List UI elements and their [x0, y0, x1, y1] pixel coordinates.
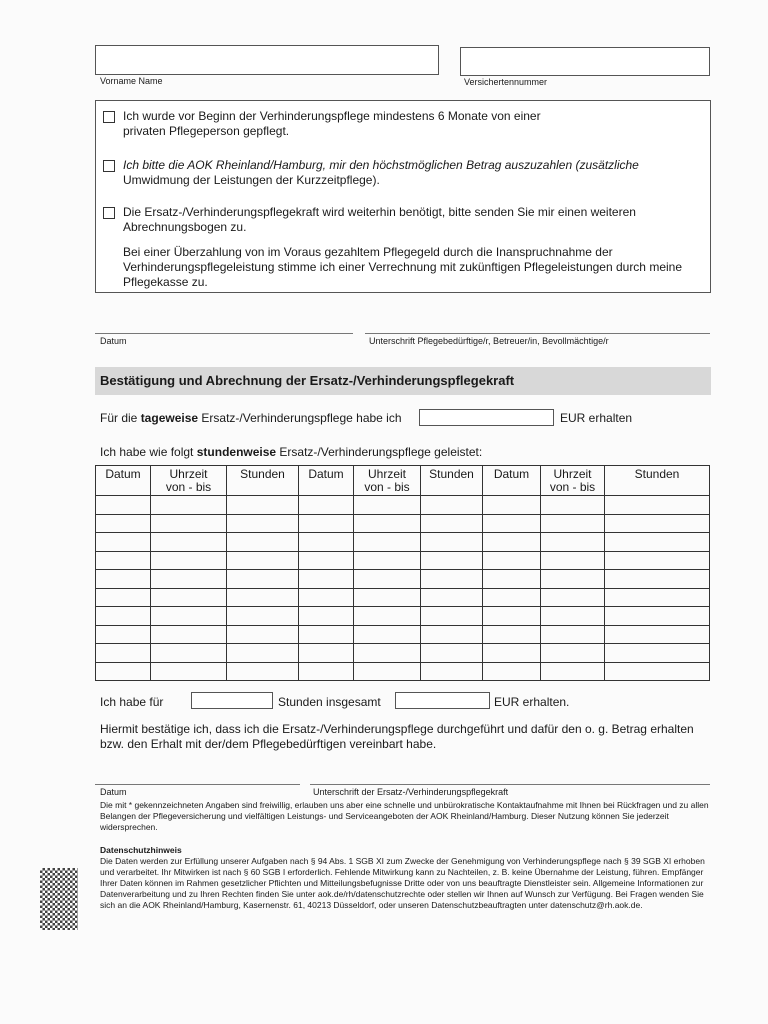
table-cell[interactable]: [151, 625, 227, 644]
table-row: [96, 496, 710, 515]
table-cell[interactable]: [421, 570, 483, 589]
table-cell[interactable]: [421, 496, 483, 515]
total-hours-field[interactable]: [191, 692, 273, 709]
table-cell[interactable]: [151, 588, 227, 607]
table-cell[interactable]: [96, 662, 151, 681]
table-row: [96, 533, 710, 552]
table-cell[interactable]: [421, 644, 483, 663]
column-header: Uhrzeit von - bis: [541, 466, 605, 496]
table-cell[interactable]: [299, 644, 354, 663]
table-cell[interactable]: [605, 625, 710, 644]
table-cell[interactable]: [227, 588, 299, 607]
table-cell[interactable]: [541, 588, 605, 607]
table-cell[interactable]: [483, 607, 541, 626]
daily-amount-field[interactable]: [419, 409, 554, 426]
table-cell[interactable]: [605, 533, 710, 552]
options-box: [95, 100, 711, 293]
table-cell[interactable]: [151, 570, 227, 589]
table-cell[interactable]: [96, 496, 151, 515]
table-cell[interactable]: [541, 644, 605, 663]
table-cell[interactable]: [227, 662, 299, 681]
table-row: [96, 644, 710, 663]
table-cell[interactable]: [605, 551, 710, 570]
table-cell[interactable]: [151, 644, 227, 663]
table-cell[interactable]: [421, 514, 483, 533]
table-cell[interactable]: [483, 662, 541, 681]
checkbox[interactable]: [103, 111, 115, 123]
table-cell[interactable]: [354, 551, 421, 570]
table-cell[interactable]: [605, 607, 710, 626]
table-cell[interactable]: [227, 625, 299, 644]
table-cell[interactable]: [299, 607, 354, 626]
option-3: Die Ersatz-/Verhinderungspflegekraft wird weiterhin benötigt, bitte senden Sie mir einen weiteren Abrechnungsbogen zu.: [96, 205, 710, 235]
option-2: Ich bitte die AOK Rheinland/Hamburg, mir den höchstmöglichen Betrag auszuzahlen (zusätzliche Umwidmung der Leistungen der Kurzzeitpflege).: [96, 158, 710, 188]
table-cell[interactable]: [227, 533, 299, 552]
insurance-number-label: Versichertennummer: [464, 77, 548, 87]
table-row: [96, 551, 710, 570]
name-label: Vorname Name: [100, 76, 163, 86]
table-cell[interactable]: [354, 625, 421, 644]
table-cell[interactable]: [421, 551, 483, 570]
column-header: Uhrzeit von - bis: [354, 466, 421, 496]
table-cell[interactable]: [541, 625, 605, 644]
table-cell[interactable]: [96, 588, 151, 607]
date-label-2: Datum: [100, 787, 127, 797]
table-cell[interactable]: [483, 588, 541, 607]
table-cell[interactable]: [483, 644, 541, 663]
daily-text: Für die tageweise Ersatz-/Verhinderungspflege habe ich: [100, 411, 402, 425]
table-cell[interactable]: [421, 662, 483, 681]
table-row: [96, 662, 710, 681]
table-cell[interactable]: [605, 588, 710, 607]
table-cell[interactable]: [299, 514, 354, 533]
table-cell[interactable]: [605, 662, 710, 681]
table-cell[interactable]: [541, 607, 605, 626]
table-cell[interactable]: [354, 607, 421, 626]
table-cell[interactable]: [354, 570, 421, 589]
table-cell[interactable]: [299, 496, 354, 515]
table-cell[interactable]: [151, 662, 227, 681]
table-cell[interactable]: [421, 533, 483, 552]
column-header: Datum: [483, 466, 541, 496]
checkbox[interactable]: [103, 207, 115, 219]
table-cell[interactable]: [227, 607, 299, 626]
total-pre: Ich habe für: [100, 695, 164, 709]
table-cell[interactable]: [96, 570, 151, 589]
table-cell[interactable]: [299, 588, 354, 607]
section-title: Bestätigung und Abrechnung der Ersatz-/Verhinderungspflegekraft: [95, 367, 711, 395]
table-cell[interactable]: [541, 662, 605, 681]
signature-label-1: Unterschrift Pflegebedürftige/r, Betreuer/in, Bevollmächtige/r: [369, 336, 609, 346]
table-cell[interactable]: [483, 625, 541, 644]
table-cell[interactable]: [354, 533, 421, 552]
table-cell[interactable]: [96, 607, 151, 626]
table-cell[interactable]: [541, 514, 605, 533]
table-cell[interactable]: [354, 662, 421, 681]
table-cell[interactable]: [354, 496, 421, 515]
column-header: Datum: [96, 466, 151, 496]
table-cell[interactable]: [96, 625, 151, 644]
daily-eur-label: EUR erhalten: [560, 411, 633, 425]
privacy-text: Die Daten werden zur Erfüllung unserer Aufgaben nach § 94 Abs. 1 SGB XI zum Zwecke der Genehmigung von Verhinderungspflege nach § 39 SGB XI erhoben und verarbeitet. Ihr Mitwirken ist nach § 60 SGB I erforderlich. Fehlende Mitwirkung kann zu Nachteilen, z. B. keine Übernahme der Leistung, führen. Empfänger Ihrer Daten können im Rahmen gesetzlicher Pflichten und Mitteilungsbefugnisse Dritte oder von uns beauftragte Dienstleister sein. Allgemeine Informationen zur Datenverarbeitung und zu Ihren Rechten finden Sie unter aok.de/rh/datenschutzrechte oder stellen wir Ihnen auf Wunsch zur Verfügung. Bei Fragen wenden Sie sich an die AOK Rheinland/Hamburg, Kasernenstr. 61, 40213 Düsseldorf, oder unseren Datenschutzbeauftragten unter datenschutz@rh.aok.de.: [100, 856, 705, 910]
option-1: Ich wurde vor Beginn der Verhinderungspflege mindestens 6 Monate von einer privaten Pflegeperson gepflegt.: [96, 109, 710, 139]
table-cell[interactable]: [227, 496, 299, 515]
signature-label-2: Unterschrift der Ersatz-/Verhinderungspflegekraft: [313, 787, 509, 797]
table-row: [96, 514, 710, 533]
table-cell[interactable]: [96, 533, 151, 552]
table-cell[interactable]: [483, 551, 541, 570]
table-cell[interactable]: [541, 570, 605, 589]
table-cell[interactable]: [299, 625, 354, 644]
column-header: Stunden: [605, 466, 710, 496]
table-cell[interactable]: [421, 607, 483, 626]
table-cell[interactable]: [227, 570, 299, 589]
table-cell[interactable]: [541, 551, 605, 570]
table-cell[interactable]: [227, 644, 299, 663]
column-header: Datum: [299, 466, 354, 496]
table-cell[interactable]: [227, 551, 299, 570]
column-header: Uhrzeit von - bis: [151, 466, 227, 496]
table-cell[interactable]: [541, 496, 605, 515]
column-header: Stunden: [421, 466, 483, 496]
total-amount-field[interactable]: [395, 692, 490, 709]
hourly-text: Ich habe wie folgt stundenweise Ersatz-/Verhinderungspflege geleistet:: [100, 445, 483, 459]
table-cell[interactable]: [605, 496, 710, 515]
table-cell[interactable]: [96, 644, 151, 663]
table-row: [96, 570, 710, 589]
table-cell[interactable]: [354, 644, 421, 663]
hours-table: [95, 465, 710, 681]
table-row: [96, 588, 710, 607]
table-cell[interactable]: [605, 514, 710, 533]
table-cell[interactable]: [96, 514, 151, 533]
table-cell[interactable]: [541, 533, 605, 552]
table-cell[interactable]: [299, 533, 354, 552]
datamatrix-code: [40, 868, 78, 930]
overpay-text: Bei einer Überzahlung von im Voraus gezahltem Pflegegeld durch die Inanspruchnahme der Verhinderungspflegeleistung stimme ich einer Verrechnung mit zukünftigen Pflegeleistungen durch meine Pflegekasse zu.: [123, 245, 683, 289]
total-eur: EUR erhalten.: [494, 695, 570, 709]
privacy-title: Datenschutzhinweis: [100, 845, 182, 855]
table-cell[interactable]: [605, 644, 710, 663]
date-label-1: Datum: [100, 336, 127, 346]
table-cell[interactable]: [354, 588, 421, 607]
insurance-number-field[interactable]: [460, 47, 710, 76]
table-row: [96, 607, 710, 626]
table-cell[interactable]: [421, 588, 483, 607]
table-cell[interactable]: [151, 551, 227, 570]
table-cell[interactable]: [299, 551, 354, 570]
total-mid: Stunden insgesamt: [278, 695, 381, 709]
table-cell[interactable]: [151, 607, 227, 626]
table-cell[interactable]: [483, 533, 541, 552]
column-header: Stunden: [227, 466, 299, 496]
table-cell[interactable]: [299, 662, 354, 681]
table-cell[interactable]: [483, 514, 541, 533]
name-field[interactable]: [95, 45, 439, 75]
table-cell[interactable]: [96, 551, 151, 570]
voluntary-text: Die mit * gekennzeichneten Angaben sind freiwillig, erlauben uns aber eine schnelle und unbürokratische Kontaktaufnahme mit Ihnen bei Rückfragen und zu allen Belangen der Pflegeversicherung und vielfältigen Leistungs- und Serviceangeboten der AOK Rheinland/Hamburg. Dieser Nutzung können Sie jederzeit widersprechen.: [100, 800, 709, 832]
table-cell[interactable]: [151, 533, 227, 552]
table-cell[interactable]: [299, 570, 354, 589]
table-cell[interactable]: [151, 514, 227, 533]
table-row: [96, 625, 710, 644]
table-cell[interactable]: [354, 514, 421, 533]
checkbox[interactable]: [103, 160, 115, 172]
table-cell[interactable]: [151, 496, 227, 515]
table-cell[interactable]: [483, 570, 541, 589]
table-cell[interactable]: [483, 496, 541, 515]
table-cell[interactable]: [227, 514, 299, 533]
table-cell[interactable]: [421, 625, 483, 644]
confirm-text: Hiermit bestätige ich, dass ich die Ersatz-/Verhinderungspflege durchgeführt und dafür den o. g. Betrag erhalten bzw. den Erhalt mit der/dem Pflegebedürftigen vereinbart habe.: [100, 722, 694, 751]
table-cell[interactable]: [605, 570, 710, 589]
